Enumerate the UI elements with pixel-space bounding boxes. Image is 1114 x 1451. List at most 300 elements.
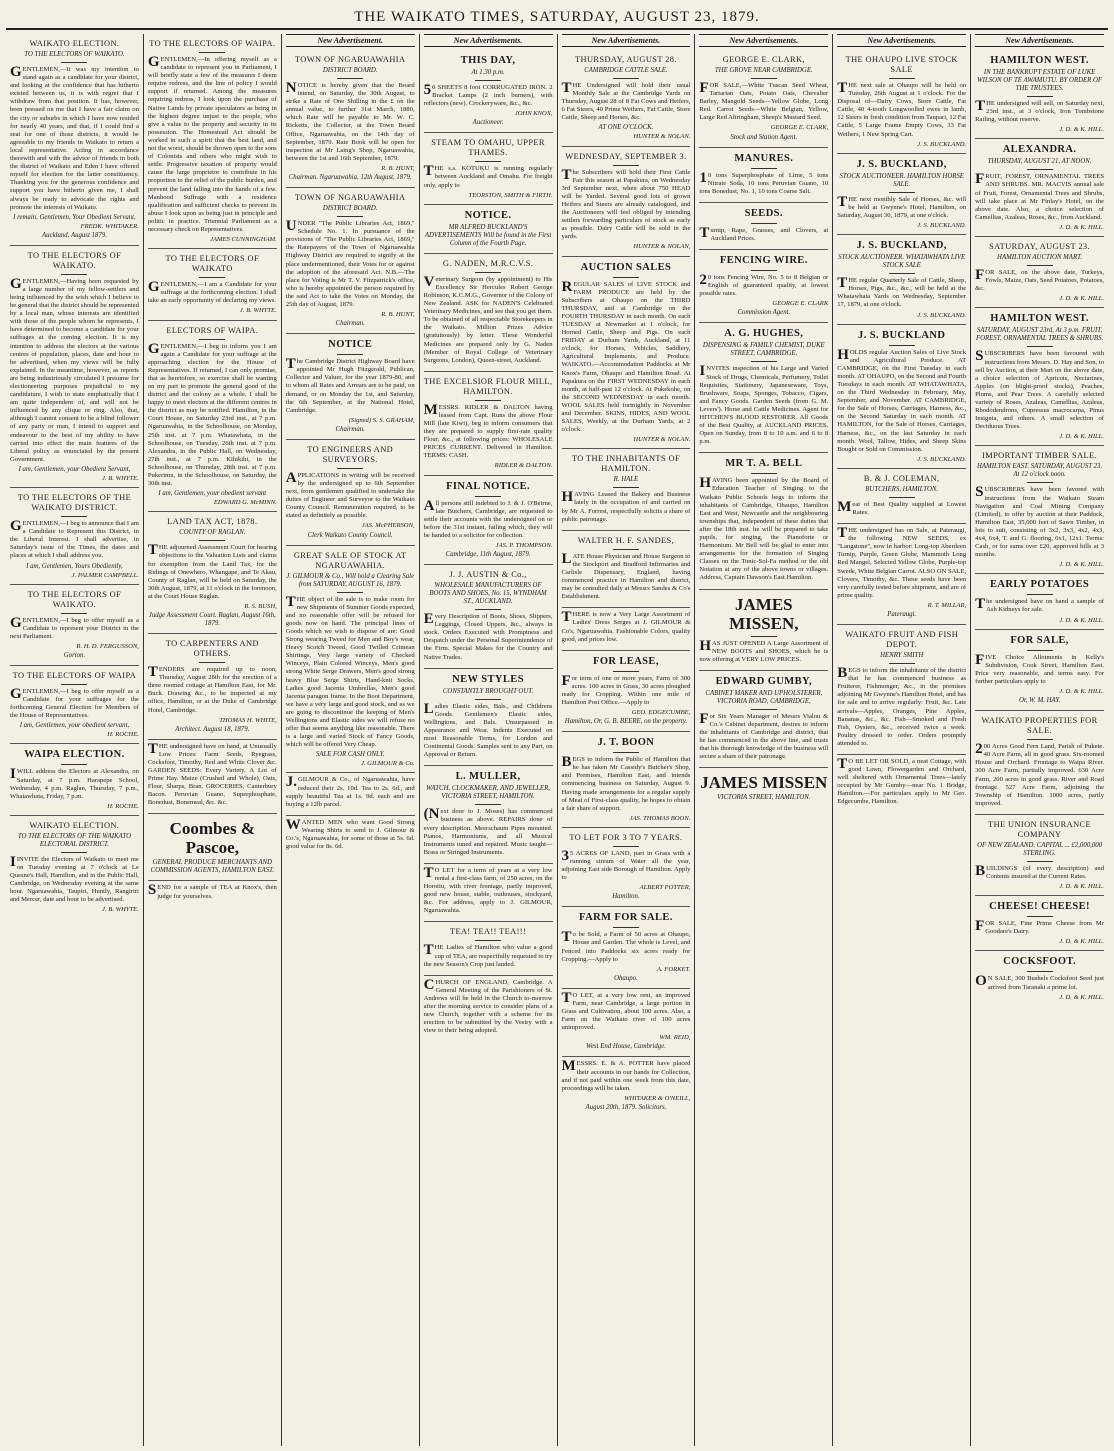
ad-body: SEND for a sample of TEA at Knox's, then judge for yourselves. xyxy=(147,882,277,900)
ad-heading: J. S. BUCKLAND, xyxy=(856,240,947,252)
advertisement xyxy=(148,249,277,320)
ad-subheading: HAMILTON AUCTION MART. xyxy=(997,254,1083,262)
ad-signature: J. D. & K. HILL. xyxy=(1059,883,1104,891)
ad-signature: RIDLER & DALTON. xyxy=(494,462,553,470)
advertisement xyxy=(148,740,277,815)
ad-signature: J. S. BUCKLAND. xyxy=(917,311,967,319)
advertisement xyxy=(975,815,1104,896)
ad-heading: TO THE ELECTORS OF WAIKATO. xyxy=(27,250,122,270)
ad-dateline: Hamilton. xyxy=(612,893,640,901)
advertisement xyxy=(562,147,691,257)
ad-rule xyxy=(199,339,225,340)
ad-heading: JAMES MISSEN xyxy=(700,773,828,793)
column-header: New Advertisements. xyxy=(424,34,553,47)
ad-heading: WAIPA ELECTION. xyxy=(24,749,125,761)
ad-subheading: At 1.30 p.m. xyxy=(471,69,505,76)
ad-body: Meat of Best Quality supplied at Lowest Rates. xyxy=(837,498,967,516)
ad-dateline: Ohaupo. xyxy=(614,974,638,982)
ad-rule xyxy=(751,270,777,271)
ad-dateline: Judge Assessment Court. Raglan, August 16th, 1879. xyxy=(148,612,276,628)
ad-signature: J. GILMOUR & Co. xyxy=(360,760,415,768)
ad-body: TO LET for a term of years at a very low rental a first-class farm, of 250 acres, on the Horotiu, with river frontage, partly improved, good new house, stable, outhouses, stockyard, &c. For address, apply to J. GILMOUR, Ngaruawahia. xyxy=(423,864,553,915)
advertisement xyxy=(424,205,553,254)
ad-heading: AUCTION SALES xyxy=(580,261,672,273)
advertisement xyxy=(424,922,553,975)
ad-rule xyxy=(475,80,501,81)
advertisement xyxy=(424,254,553,372)
advertisement xyxy=(699,590,828,671)
ad-signature: R. H. D. FERGUSSON, xyxy=(76,642,139,650)
ad-body: GENTLEMEN,—I beg to inform you I am again a Candidate for your suffrage at the approaching election for the House of Representatives. If returned, I can only promise, that as heretofore, so exercise shall be wanting on my part to promote the general good of the district and the colony as a whole. I shall be happy to meet electors at the different centres in the district as may be notified. Hamilton, in the Court House, on Saturday 23rd inst., at 7 p.m. Ngaruawahia, in the Schoolhouse, on Monday, 25th inst. at 7 p.m. Whatawhata, in the Schoolhouse, on Tuesday, 26th inst. at 7 p.m. Alexandra, in the Public Hall, on Wednesday, 27th inst., at 7 p.m. Kihikihi, in the Schoolhouse, on Thursday, 28th inst. at 7 p.m. Pukerimu, in the Schoolhouse, on Saturday, the 30th inst. xyxy=(147,340,277,488)
ad-body: INVITES inspection of his Large and Varied Stock of Drugs, Chemicals, Perfumery, Toilet Requisites, Stationery, Japaneseware, Toys, Brushware, Soaps, Sponges, Tobacco, Cigars, and Fancy Goods. Garden Seeds (from G. M. Levers'). Horse and Cattle Medicines. Agent for HITCHEN'S BLOOD RESTORER. All Goods of the Best Quality, at AUCKLAND PRICES. Open on Sunday, from 8 to 10 a.m. and 6 to 8 p.m. xyxy=(699,363,829,446)
ad-heading: TO THE INHABITANTS OF HAMILTON. xyxy=(571,454,681,474)
ad-body: THE next monthly Sale of Horses, &c. will be held at Gwynne's Hotel, Hamilton, on Saturday, August 30, 1879, at one o'clock. xyxy=(837,193,967,219)
ad-body: Ladies Elastic sides, Bals., and Childrens Goods. Gentlemen's Elastic sides, Wellingtons, and Bals. Unsurpassed in Appearance and Wear. Indents Executed on most Reasonable Terms, for London and Continental Goods. Samples sent to any Part, on Approval or Return. xyxy=(423,700,553,759)
ad-rule xyxy=(61,613,87,614)
ad-rule xyxy=(613,277,639,278)
ad-rule xyxy=(889,192,915,193)
column-4 xyxy=(420,34,558,1446)
ad-dateline: Chairman. xyxy=(335,320,365,328)
ad-subheading: R. HALE xyxy=(613,476,639,484)
ad-signature: GEORGE E. CLARK, xyxy=(770,124,829,132)
ad-subheading: IN THE BANKRUPT ESTATE OF LUKE WILSON OF TE AWAMUTU. BY ORDER OF THE TRUSTEES. xyxy=(977,69,1103,92)
ad-subheading: CONSTANTLY BROUGHT OUT. xyxy=(442,687,534,695)
ad-body: HAS JUST OPENED A Large Assortment of NEW BOOTS and SHOES, which he is now offering at VERY LOW PRICES. xyxy=(699,637,829,663)
ad-signature: ALBERT POTTER, xyxy=(639,884,691,892)
advertisement xyxy=(562,1057,691,1116)
ad-signature: J. D. & K. HILL. xyxy=(1059,993,1104,1001)
column-3 xyxy=(282,34,420,1446)
ad-rule xyxy=(475,804,501,805)
ad-signature: HUNTER & NOLAN, xyxy=(633,243,691,251)
ad-heading: FENCING WIRE. xyxy=(719,255,808,267)
ad-heading: J. J. AUSTIN & Co., xyxy=(449,570,527,580)
advertisement xyxy=(10,585,139,666)
ad-heading: NOTICE. xyxy=(464,209,512,221)
advertisement xyxy=(10,34,139,246)
ad-body: REGULAR SALES of LIVE STOCK and FARM PRODUCE are held by the Subscribers at Ohaupo on the THIRD THURSDAY, and at Cambridge on the FOURTH THURSDAY in each month. On each TUESDAY at Newmarket at 1 o'clock, for Horned Cattle, Sheep and Pigs. On each FRIDAY at Durham Yards, Auckland, at 11 o'clock, for Horses, Vehicles, Saddlery, Agricultural Implements, and Produce. WAIKATO.—Accommodation Paddocks at Mr Knox's Farm, Ohaupo and Hamilton Road. At Papakura on the FIRST WEDNESDAY in each month, at half-past 12 o'clock. At Pukekohe, on the SECOND WEDNESDAY in each month. WOOL SALES held fortnightly in November and December. SKINS, HIDES, AND WOOL SALES, Weekly, at the Durham Yards, at 2 o'clock. xyxy=(561,278,691,434)
ad-dateline: Stock and Station Agent. xyxy=(730,133,798,141)
ad-heading: COCKSFOOT. xyxy=(1003,956,1077,968)
ad-subheading: OF NEW ZEALAND. CAPITAL ... £2,000,000 STERLING. xyxy=(977,841,1103,857)
ad-signature: GEO. EDGECUMBE, xyxy=(631,709,691,717)
ad-signature: J. D. & K. HILL. xyxy=(1059,938,1104,946)
ad-body: THE next sale at Ohaupo will be held on Tuesday, 26th August at 1 o'clock. For the Disposal of—Dairy Cows, Store Cattle, Fat Cattle, 40 4-tooth Longwoolled ewes in lamb, 12 Steers in fresh condition from Taupari, 12 Fat Cattle, 5 Large Frame Empty Cows, 33 Fat Wethers, 1 New Spring Cart. xyxy=(837,80,967,138)
column-header: New Advertisements. xyxy=(562,34,691,47)
ad-rule xyxy=(61,516,87,517)
ad-heading: CHEESE! CHEESE! xyxy=(989,901,1090,913)
ad-heading: MANURES. xyxy=(734,152,794,164)
ad-rule xyxy=(613,165,639,166)
ad-signature: J. S. BUCKLAND. xyxy=(917,455,967,463)
advertisement xyxy=(286,50,415,188)
ad-body: THE s.s. KOTUKU is running regularly between Auckland and Omahu. For freight only, apply to xyxy=(423,163,553,189)
ad-heading: STEAM TO OMAHU, UPPER THAMES. xyxy=(431,138,545,158)
ad-rule xyxy=(61,852,87,853)
column-header: New Advertisements. xyxy=(837,34,966,47)
advertisement xyxy=(148,814,277,881)
advertisement xyxy=(975,139,1104,237)
ad-subheading: SATURDAY, AUGUST 23rd, At 3 p.m. FRUIT, FOREST, ORNAMENTAL TREES & SHRUBS. xyxy=(975,327,1104,343)
ad-signature: WM. REID, xyxy=(659,1034,691,1042)
ad-body: THE adjourned Assessment Court for hearing objections to the Valuation Lists and claims for exemption from the Land Tax, for the Ridings of Onewhero, Whangape, and Te Akau, County of Raglan, will be held on Saturday, the 30th August, 1879, at 11 o'clock in the forenoon, at the Court House Raglan. xyxy=(147,542,277,600)
ad-body: CHURCH OF ENGLAND, Cambridge. A General Meeting of the Parishioners of St. Andrews will be held in the Church to-morrow after the morning service to consider plans of a new Church, together with a scheme for its erection to be submitted by the Vestry with a view to their being adopted. xyxy=(423,976,553,1035)
ad-heading: TO THE ELECTORS OF WAIPA xyxy=(12,670,137,680)
ad-heading: WAIKATO PROPERTIES FOR SALE. xyxy=(981,716,1098,736)
advertisement xyxy=(424,766,553,864)
advertisement xyxy=(837,235,966,324)
ad-signature: J. D. & K. HILL. xyxy=(1059,433,1104,441)
ad-body: To be Sold, a Farm of 50 acres at Ohaupo, House and Garden. The whole is Level, and Fenced into Paddocks six acres ready for Cropping.—Apply to xyxy=(561,929,691,963)
ad-rule xyxy=(1027,96,1053,97)
ad-dateline: Hamilton, Or, G. B. BEERE, on the property. xyxy=(564,718,688,726)
ad-heading: FARM FOR SALE. xyxy=(579,912,673,924)
ad-closing: I am, Gentlemen, your obedient servant xyxy=(158,490,267,498)
ad-rule xyxy=(889,497,915,498)
ad-rule xyxy=(475,496,501,497)
ad-rule xyxy=(613,549,639,550)
ad-heading: GREAT SALE OF STOCK AT NGARUAWAHIA. xyxy=(293,550,407,570)
ad-rule xyxy=(61,62,87,63)
ad-rule xyxy=(1027,739,1053,740)
ad-signature: J. S. BUCKLAND. xyxy=(917,222,967,230)
advertisement xyxy=(562,531,691,609)
ad-signature: WHITAKER & O'NEILL, xyxy=(624,1094,691,1102)
columns xyxy=(6,34,1108,1446)
ad-body: HOLDS regular Auction Sales of Live Stock and Agricultural Produce. AT CAMBRIDGE, on the First Tuesday in each month. AT OHAUPO, on the Second and Fourth Tuesdays in each month. AT WHATAWHATA, on the Third Wednesday in February, May, September, and November. AT CAMBRIDGE, for the Sale of Horses, Carriages, Harness, &c., on the Second Saturday in each month. AT HAMILTON, for the Sale of Horses, Carriages, Harness, &c., on the last Saturday in each month. Wool, Tallow, Hides, and Sheep Skins Bought or Sold on Commission. xyxy=(837,346,967,453)
ad-body: APPLICATIONS in writing will be received by the undersigned up to 6th September next, from gentlemen qualified to undertake the duties of Engineer and Surveyor to the Waikato County Council. Remuneration required, to be stated as definitely as possible. xyxy=(285,469,415,520)
ad-heading: SATURDAY, AUGUST 23. xyxy=(989,242,1091,252)
ad-closing: AT ONE O'CLOCK. xyxy=(598,124,654,132)
ad-body: The Cambridge District Highway Board have appointed Mr Hugh Fitzgerald, Publican, Collector and Valuer, for the year 1879-80, and to whom all Rates and Arrears are to be paid, on demand, or on Monday the 1st, and Saturday, the 6th September, at the National Hotel, Cambridge. xyxy=(285,356,415,414)
ad-dateline: Clerk Waikato County Council. xyxy=(307,531,393,539)
ad-rule xyxy=(889,345,915,346)
advertisement xyxy=(975,237,1104,308)
ad-body: LATE House Physician and House Surgeon to the Stockport and Bradford Infirmaries and Carlisle Dispensary, England, having commenced practice in Hamilton and district, may be consulted daily at Messrs Sandes & Co's Establishment. xyxy=(561,550,691,601)
ad-heading: GEORGE E. CLARK, xyxy=(722,55,805,64)
ad-body: FRUIT, FOREST, ORNAMENTAL TREES AND SHRUBS. MR. MACVIS annual sale of Fruit, Forest, Ornamental Trees and Shrubs, will take place at Mr Finlay's Hotel, on the above date. Also, a choice selection of Camellias, Azaleas, Roses, &c., from Auckland. xyxy=(975,171,1104,221)
ad-heading: LAND TAX ACT, 1878. xyxy=(167,517,258,527)
column-7 xyxy=(833,34,971,1446)
ad-subheading: COUNTY OF RAGLAN. xyxy=(179,529,246,537)
ad-body: THE Ladies of Hamilton who value a good cup of TEA, are respectfully requested to try the new Season's Crop just landed. xyxy=(423,942,553,968)
ad-signature: JAS. P. THOMPSON. xyxy=(495,542,553,549)
ad-rule xyxy=(475,161,501,162)
advertisement xyxy=(424,669,553,767)
ad-heading: TO THE ELECTORS OF WAIKATO. xyxy=(27,589,122,609)
ad-heading: HAMILTON WEST. xyxy=(990,55,1089,66)
ad-rule xyxy=(337,468,363,469)
ad-rule xyxy=(1027,346,1053,347)
ad-body: THE object of the sale is to make room for new Shipments of Summer Goods expected, and no reasonable offer will be refused for goods now on hand. The principal lines of Goods which we wish to dispose of are: Good Strong wearing Tweed for Men and Boy's wear, Heavy Scotch Tweed, Good Twilled Crimean Shirtings, Very large variety of Checked Winceys, Plain Colored Winceys, Men's good strong White Serge Drawers, Men's good strong heavy Blue Serge Shirts, Hand-knit Socks, Ladies good Jacenta Umbrellas, Men's good Jacenta paragon frame. In the Boot Department, we have a very large and good stock, and as we are going to discontinue the keeping of Men's Wellingtons and Elastic sides we will refuse no offer that seems anything like reasonable. There is a large and varied Stock of Fancy Goods, which will be offered Very Cheap. xyxy=(285,593,415,749)
ad-body: TENDERS are required up to noon, Thursday, August 28th for the erection of a three roomed cottage at Hamilton East, for Mr. Buck. Drawing &c., to be inspected at my office, Hamilton, or at the Duke of Cambridge Hotel, Cambridge. xyxy=(147,664,277,714)
ad-body: 200 Acres Good Fern Land, Parish of Pukete. 40 Acre Farm, all in good grass. Six-roomed House and Orchard. Frontage to Waipa River. 300 Acre Farm, partially improved. 630 Acre Farm, 200 acres in good grass. River and Road frontage. 527 Acre Farm, adjoining the Township of Hamilton. 1000 acres, partly improved. xyxy=(975,741,1104,807)
advertisement xyxy=(148,34,277,249)
ad-rule xyxy=(61,684,87,685)
advertisement xyxy=(699,148,828,203)
ad-body: J.GILMOUR & Co., of Ngaruawahia, have reduced their 2s. 10d. Tea to 2s. 6d., and supply beautiful Tea at 1s. 9d. each and are buying a 12lb parcel. xyxy=(285,774,415,808)
ad-heading: THE UNION INSURANCE COMPANY xyxy=(988,819,1092,839)
column-1 xyxy=(6,34,144,1446)
ad-rule xyxy=(61,764,87,765)
ad-heading: L. MULLER, xyxy=(455,771,521,783)
ad-body: FIVE Choice Allotments in Kelly's Subdivision, Cook Street, Hamilton East. Price very reasonable, and terms easy. For further particulars apply to xyxy=(975,651,1104,685)
ad-body: For term of one or more years, Farm of 300 acres. 100 acres in Grass, 30 acres ploughed ready for Cropping. Within one mile of Hamilton Post Office.—Apply to xyxy=(561,672,691,706)
ad-rule xyxy=(751,168,777,169)
ad-signature: J. D. & K. HILL. xyxy=(1059,561,1104,569)
ad-body: 20 tons Fencing Wire, No. 5 to 8 Belgian or English of guaranteed quality, at lowest possible rates. xyxy=(699,272,829,298)
ad-rule xyxy=(751,78,777,79)
ad-rule xyxy=(613,846,639,847)
ad-signature: R. B. HUNT, xyxy=(381,164,415,172)
advertisement xyxy=(424,133,553,204)
ad-rule xyxy=(1027,650,1053,651)
ad-signature: HUNTER & NOLAN. xyxy=(633,436,691,444)
advertisement xyxy=(148,634,277,740)
ad-signature: J. PALMER CAMPBELL. xyxy=(71,571,139,579)
advertisement xyxy=(562,257,691,450)
advertisement xyxy=(699,671,828,769)
ad-heading: TO LET FOR 3 TO 7 YEARS. xyxy=(569,832,683,842)
ad-rule xyxy=(613,671,639,672)
ad-rule xyxy=(751,473,777,474)
ad-closing: I remain, Gentlemen, Your Obedient Servant, xyxy=(13,213,136,221)
advertisement xyxy=(10,744,139,815)
advertisement xyxy=(562,732,691,828)
ad-closing: I am, Gentlemen, Yours Obediently, xyxy=(26,562,123,570)
ad-signature: J. B. WHYTE. xyxy=(102,474,139,482)
ad-signature: EDWARD G. McMINN. xyxy=(213,499,277,507)
ad-subheading: TO THE ELECTORS OF WAIKATO. xyxy=(24,51,125,58)
masthead: THE WAIKATO TIMES, SATURDAY, AUGUST 23, 1879. xyxy=(6,6,1108,30)
ad-heading: JAMES MISSEN, xyxy=(729,594,799,633)
ad-heading: THE EXCELSIOR FLOUR MILL, HAMILTON. xyxy=(423,376,553,396)
ad-heading: NEW STYLES xyxy=(452,673,524,685)
ad-signature: JAMES CUNNINGHAM. xyxy=(210,236,277,244)
ad-body: ON SALE, 300 Bushels Cocksfoot Seed just arrived from Taranaki a prime lot. xyxy=(975,973,1104,991)
ad-rule xyxy=(475,400,501,401)
ad-heading: IMPORTANT TIMBER SALE. xyxy=(982,451,1098,461)
ad-dateline: Architect. August 18, 1879. xyxy=(175,725,250,733)
ad-rule xyxy=(751,223,777,224)
ad-body: 35 ACRES OF LAND, part in Grass with a running stream of Water all the year, adjoining East side Borough of Hamilton. Apply to xyxy=(561,847,691,882)
advertisement xyxy=(699,323,828,453)
ad-rule xyxy=(1027,169,1053,170)
ad-rule xyxy=(475,272,501,273)
ad-signature: J. D. & K. HILL. xyxy=(1059,295,1104,303)
advertisement xyxy=(562,989,691,1058)
ad-heading: WAIKATO ELECTION. xyxy=(29,820,120,830)
ad-dateline: Gorton. xyxy=(63,651,86,659)
ad-heading: SEEDS. xyxy=(744,207,783,219)
ad-heading: TO THE ELECTORS OF WAIKATO xyxy=(165,254,260,274)
advertisement xyxy=(699,250,828,323)
ad-signature: J. D. & K. HILL. xyxy=(1059,126,1104,134)
ad-closing: I am, Gentlemen, your Obedient Servant, xyxy=(18,465,131,473)
advertisement xyxy=(10,246,139,488)
ad-rule xyxy=(199,662,225,663)
ad-heading: TEA! TEA!! TEA!!! xyxy=(449,927,527,937)
ad-body: 50 SHEETS 8 foot CORRUGATED IRON. 2 Bracket Lamps (2 inch burners), with reflectors (new). Crockeryware, &c., &c. xyxy=(423,82,553,108)
ad-body: GENTLEMEN,—I beg to offer myself as a Candidate to represent your District in the next Parliament. xyxy=(10,614,139,640)
ad-dateline: Or, W. M. HAY. xyxy=(1018,697,1061,705)
ad-signature: H. ROCHE. xyxy=(107,731,139,739)
ad-rule xyxy=(1027,861,1053,862)
column-2 xyxy=(144,34,282,1446)
advertisement xyxy=(562,651,691,732)
advertisement xyxy=(837,625,966,755)
ad-body: Veterinary Surgeon (by appointment) to His Excellency Sir Hercules Robert George Robinson, K.C.M.G., Governor of the Colony of New Zealand. ASK for NADEN'S Celebrated Veterinary Medicines, and see that you get them. To be obtained of all respectable Storekeepers in the Waikato. Million Prizes Advice (gratuitously) by letter. These Wonderful Medicines are prepared only by G. Naden (Member of Royal College of Veterinary Surgeons, London), Queen-street, Auckland. xyxy=(423,273,553,364)
ad-body: GENTLEMEN,—Having been requested by a large number of my fellow-settlers and being influenced by the wish which I believe to be general that the district should be represented by a local man, whose interests are identified with those of the people whom he represents, I have determined to become a candidate for your suffrages at the coming election. It is my intention to address the electors at the various centres of population, places, date and hour to be advertised, when my views will be fully explained. In the meantime, however, as reports are being industriously circulated I presume for electioneering purposes prejudicial to my candidature, I wish to state emphatically that I am quite independent of, and will not be influenced by any clique or ring. Also, that, although I cannot consent to be a blind follower of any party or man, I intend to support and endeavour to the best of my ability to have carried into effect the main features of the Liberal policy as enunciated by the present Government. xyxy=(10,275,139,463)
advertisement xyxy=(424,476,553,566)
column-8 xyxy=(971,34,1108,1446)
advertisement xyxy=(10,816,139,919)
ad-rule xyxy=(889,663,915,664)
ad-rule xyxy=(613,752,639,753)
ad-dateline: Chairman. xyxy=(335,425,365,433)
ad-body: UNDER "The Public Libraries Act, 1869," Schedule No. 1. In pursuance of the provisions of "The Public Libraries Act, 1869," the Ratepayers of the Town of Ngaruawahia Highway District are required to signify at the place undermentioned, their Votes for or against the adoption of the aforesaid Act. N.B.—The place for Voting is Mr T. V. Fitzpatrick's office, who is hereby appointed the person required by the said Act to take the Votes on Monday, the 25th day of August, 1879. xyxy=(285,218,415,308)
ad-heading: FINAL NOTICE. xyxy=(446,480,531,492)
ad-rule xyxy=(613,78,639,79)
advertisement xyxy=(148,881,277,906)
advertisement xyxy=(837,755,966,813)
ad-signature: JAS. THOMAS BOON. xyxy=(629,814,691,822)
advertisement xyxy=(286,816,415,857)
ad-body: HAVING Leased the Bakery and Business lately in the occupation of and carried on by Mr A. Forrest, respectfully solicits a share of public patronage. xyxy=(561,489,691,523)
ad-subheading: CAMBRIDGE CATTLE SALE. xyxy=(584,67,668,74)
ad-heading: EARLY POTATOES xyxy=(990,579,1090,591)
advertisement xyxy=(975,446,1104,574)
ad-heading: FOR LEASE, xyxy=(593,655,659,667)
ad-subheading: CABINET MAKER AND UPHOLSTERER, VICTORIA ROAD, CAMBRIDGE, xyxy=(705,689,823,705)
advertisement xyxy=(837,524,966,625)
ad-subheading: STOCK AUCTIONEER. WHATAWHATA LIVE STOCK SALE xyxy=(838,254,966,270)
ad-signature: HUNTER & NOLAN. xyxy=(633,133,691,141)
ad-heading: ELECTORS OF WAIPA. xyxy=(166,325,259,335)
advertisement xyxy=(148,321,277,513)
ad-body: BEGS to inform the inhabitants of the district that he has commenced business as Fruiterer, Fishmonger, &c., in the premises adjoining Mr Gwynne's Hamilton Hotel, and has for sale and to arrive regularly: Fruit, &c. Late arrivals—Apples, Oranges, Pine Apples, Bananas, &c., &c. Fish—Smoked and Fresh Fish, Oysters, &c., received twice a week. Poultry dressed to order. Orders promptly attended to. xyxy=(837,665,967,747)
ad-subheading: WHOLESALE MANUFACTURERS OF BOOTS AND SHOES, No. 15, WYNDHAM ST., AUCKLAND. xyxy=(429,582,547,606)
advertisement xyxy=(424,372,553,476)
ad-body: MESSRS. RIDLER & DALTON having leased from Capt. Runs the above Flour Mill (late Kiwi), beg to inform consumers that they are prepared to supply first-rate quality Flour, &c., at following prices: WHOLESALE PRICES CURRENT. Delivered in Hamilton. TERMS: CASH. xyxy=(423,401,553,460)
ad-body: GENTLEMEN,—I am a Candidate for your suffrage at the forthcoming election. I shall take an early opportunity of declaring my views. xyxy=(147,279,277,305)
ad-rule xyxy=(337,592,363,593)
advertisement xyxy=(286,334,415,440)
ad-dateline: Auckland, August 1879. xyxy=(42,231,107,239)
ad-body: THE undersigned will sell, on Saturday next, 23rd inst., at 3 o'clock, Iron Tombstone Railing, without reserve. xyxy=(975,98,1104,124)
ad-heading: THURSDAY, AUGUST 28. xyxy=(575,55,677,64)
ad-body: THERE is now a Very Large Assortment of Ladies' Dress Serges at J. GILMOUR & Co's, Ngaruawahia. Fashionable Colors, quality good, and prices low. xyxy=(561,609,691,643)
ad-dateline: Pateraugi. xyxy=(887,611,917,619)
advertisement xyxy=(837,154,966,235)
advertisement xyxy=(424,50,553,133)
ad-rule xyxy=(889,78,915,79)
advertisement xyxy=(975,711,1104,815)
ad-subheading: STOCK AUCTIONEER. HAMILTON HORSE SALE. xyxy=(839,172,964,188)
ad-signature: J. B. WHYTE. xyxy=(102,906,139,914)
ad-signature: R. B. HUNT, xyxy=(381,311,415,319)
ad-rule xyxy=(613,487,639,488)
ad-body: NOTICE is hereby given that the Board intend, on Saturday, the 30th August, to strike a Rate of One Shilling in the £ on the annual value, to further 31st March, 1880, which Rate will be payable to Mr. W. C. Ricketts, the Collector, at the Town Board Office, Ngaruawahia, on the 14th day of September, 1879. Rate Book will be open for inspection at Mr Laing's Shop, Ngaruawahia, between the 1st and 16th September, 1879. xyxy=(285,80,415,162)
ad-dateline: West End House, Cambridge. xyxy=(585,1043,666,1051)
ad-subheading: GENERAL PRODUCE MERCHANTS AND COMMISSION AGENTS, HAMILTON EAST. xyxy=(150,859,275,875)
ad-body: For Six Years Manager of Messrs Vialou & Co.'s Cabinet department, desires to inform the inhabitants of Cambridge and district, that he has commenced in the above line, and trusts that his thorough knowledge of the business will secure a share of their patronage. xyxy=(699,710,829,761)
ad-body: The Subscribers will hold their First Cattle Fair this season at Papakura, on Wednesday 3rd September next, when about 750 HEAD will be Yarded. Several good lots of grown Heifers and Steers are already catalogued, and the Auctioneers will feel obliged by intending settlers forwarding particulars of stock as early as possible. Dairy Cattle will be sold in the yards. xyxy=(561,166,691,241)
ad-heading: TO THE ELECTORS OF THE WAIKATO DISTRICT. xyxy=(17,493,132,513)
ad-signature: J. D. & K. HILL. xyxy=(1059,616,1104,624)
ad-rule xyxy=(475,940,501,941)
ad-signature: JAS. McPHERSON, xyxy=(361,522,415,530)
ad-signature: (Signed) S. S. GRAHAM, xyxy=(348,416,415,424)
advertisement xyxy=(837,325,966,469)
ad-subheading: DISPENSING & FAMILY CHEMIST, DUKE STREET, CAMBRIDGE, xyxy=(702,342,825,358)
ad-signature: A. FORKET. xyxy=(656,965,691,973)
advertisement xyxy=(562,50,691,147)
advertisement xyxy=(699,768,828,807)
ad-rule xyxy=(337,78,363,79)
ad-rule xyxy=(751,709,777,710)
ad-dateline: Cambridge, 11th August, 1879. xyxy=(445,551,531,559)
ad-signature: THOMAS H. WHITE, xyxy=(219,716,277,724)
ad-body: GENTLEMEN,—It was my intention to stand again as a candidate for your district, and looking at the confidence that has hitherto existed between us, it is with regret that I withdraw from that position. It has, however, been pressed on me that I have a fair claim on the city or suburbs in which I have now resided for nearly 40 years, and that, if I could find a seat for one of those districts, it would be agreeable to my friends in Waikato to return a local representative. Acting in accordance therewith and with the advice of friends in both the district of Waikato and Eden I have offered myself for election for the latter constituency. Thanking you for the generous confidence and support you have hitherto given me, I shall always be ready to advocate the rights and promote the interests of Waikato. xyxy=(10,64,139,211)
ad-subheading: BUTCHERS, HAMILTON. xyxy=(865,485,939,493)
ad-signature: R. S. BUSH, xyxy=(244,602,277,610)
advertisement xyxy=(286,440,415,546)
advertisement xyxy=(286,773,415,815)
advertisement xyxy=(699,203,828,250)
advertisement xyxy=(10,488,139,585)
ad-body: THE regular Quarterly Sale of Cattle, Sheep, Horses, Pigs, &c., &c., will be held at the Whatawhata Yards on Wednesday, September 17, 1879, at one o'clock. xyxy=(837,275,967,309)
ad-body: Turnip, Rape, Grasses, and Clovers, at Auckland Prices. xyxy=(699,224,829,242)
ad-body: FOR SALE, on the above date, Turkeys, Fowls, Maize, Oats, Seed Potatoes, Potatoes, &c. xyxy=(975,267,1104,293)
ad-heading: TO ENGINEERS AND SURVEYORS. xyxy=(307,444,394,464)
ad-heading: EDWARD GUMBY, xyxy=(715,675,813,687)
ad-body: THE undersigned have on hand, at Unusually Low Prices: Farm Seeds, Ryegrass, Cocksfoot, Timothy, Red and White Clover &c. GARDEN SEEDS: Every Variety. A Lot of Prime Hay. Maize (Crushed and Whole), Oats, Flour, Sharps, Bran. GROCERIES, Canterbury Bacon. Peruvian Guano, Superphosphate, Bonedust, Bonemeal, &c. &c. xyxy=(147,740,277,807)
ad-heading: A. G. HUGHES, xyxy=(724,328,804,340)
ad-signature: GEORGE E. CLARK xyxy=(772,300,829,308)
ad-rule xyxy=(751,636,777,637)
ad-subheading: THE GROVE NEAR CAMBRIDGE. xyxy=(714,67,813,74)
ad-dateline: Chairman. Ngaruawahia, 12th August, 1879. xyxy=(288,174,412,182)
ad-body: GENTLEMEN,—I beg to offer myself as a Candidate for your suffrages for the forthcoming General Election for Members of the House of Representatives. xyxy=(10,685,139,720)
advertisement xyxy=(424,864,553,923)
ad-signature: FREDK. WHITAKER. xyxy=(80,222,139,230)
advertisement xyxy=(699,50,828,148)
advertisement xyxy=(10,666,139,744)
ad-heading: ALEXANDRA. xyxy=(1002,144,1077,156)
ad-rule xyxy=(1027,594,1053,595)
ad-heading: B. & J. COLEMAN, xyxy=(863,473,940,483)
ad-subheading: DISTRICT BOARD. xyxy=(322,67,378,74)
ad-body: FOR SALE, Fine Prime Cheese from Mr Goodare's Dairy. xyxy=(975,918,1104,936)
ad-closing: SALE FOR CASH ONLY. xyxy=(315,751,385,759)
ad-subheading: J. GILMOUR & Co., Will hold a Clearing Sale from SATURDAY, AUGUST 16, 1879. xyxy=(286,572,415,588)
ad-rule xyxy=(1027,971,1053,972)
ad-body: THE undersigned has on Sale, at Pateraugi, the following NEW SEEDS, ex "Langstone", now in harbor: Long-top Aberdeen Turnip, Purple, Green Globe, Mammoth Long Red Mangel, Selected Yellow Globe, Purple-top Swede, White Belgian Carrot. ALSO ON SALE, Clovers, Timothy, &c. These seeds have been very carefully tested before shipment, and are of prime quality. xyxy=(837,525,967,599)
ad-signature: JOHN KNOX, xyxy=(514,110,553,118)
ad-body: THE Undersigned will hold their usual Monthly Sale at the Cambridge Yards on Thursday, August 28 of 8 Fat Cows and Heifers, 6 Fat Steers, 40 Prime Wethers, Fat Cattle, Store Cattle, Sheep and Horses, &c. xyxy=(561,80,691,122)
ad-heading: TO CARPENTERS AND OTHERS. xyxy=(165,639,259,659)
advertisement xyxy=(562,907,691,988)
ad-rule xyxy=(1027,482,1053,483)
ad-body: BUILDINGS (of every description) and Contents insured at the Current Rates. xyxy=(975,862,1104,880)
ad-heading: G. NADEN, M.R.C.V.S. xyxy=(442,258,534,268)
ad-rule xyxy=(1027,265,1053,266)
ad-subheading: VICTORIA STREET, HAMILTON. xyxy=(717,794,811,802)
column-header: New Advertisements. xyxy=(699,34,828,47)
ad-signature: H. ROCHE. xyxy=(107,802,139,810)
